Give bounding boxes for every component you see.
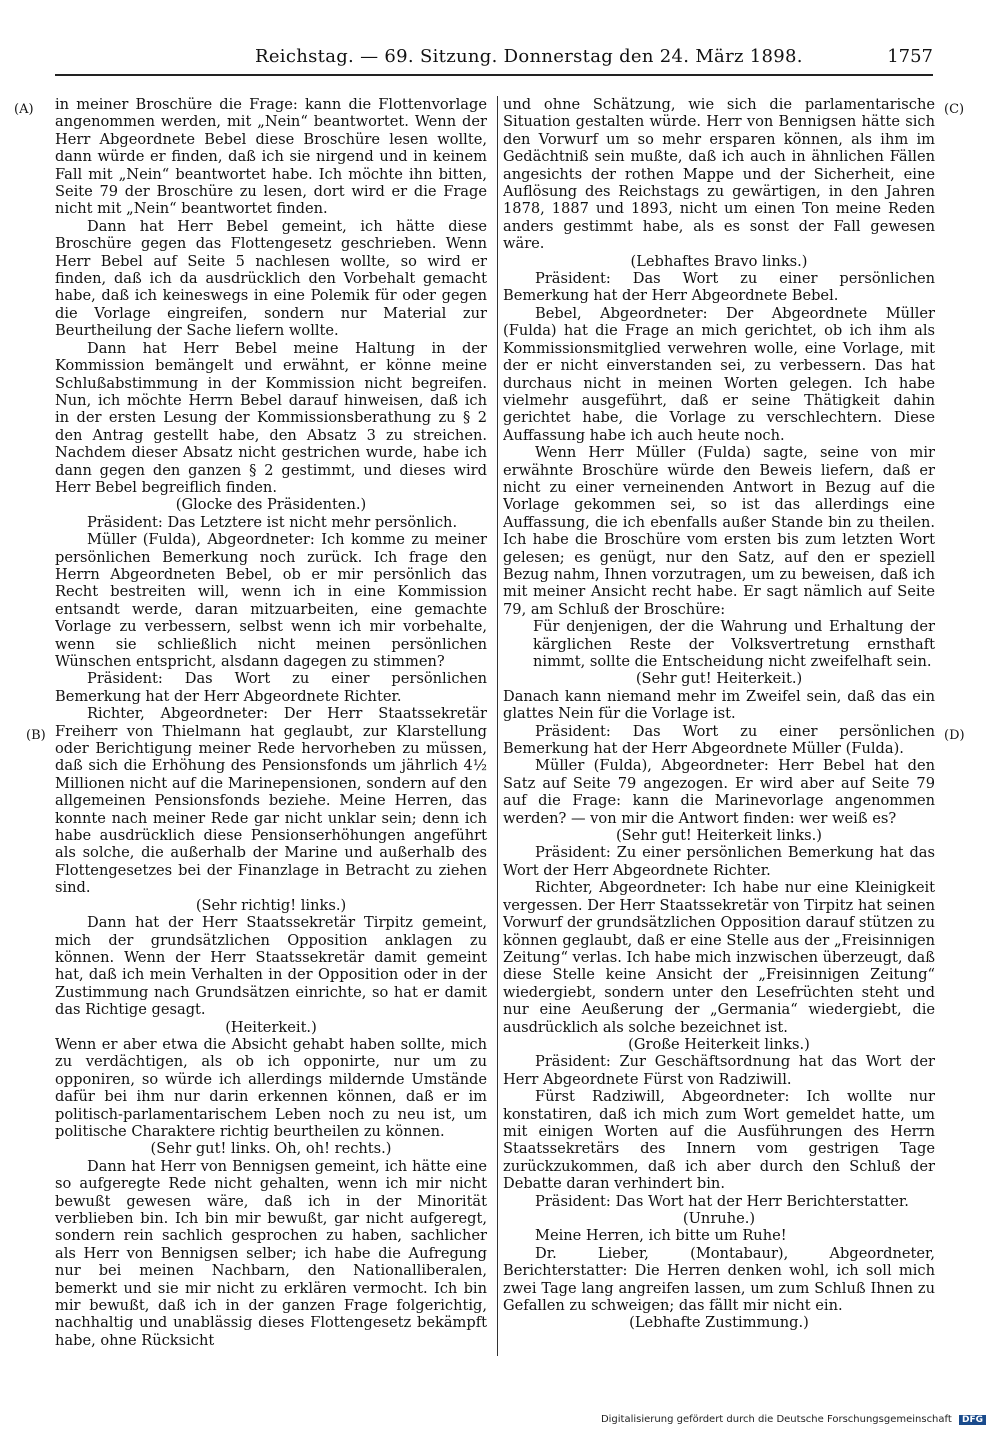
speech-paragraph: Präsident: Zu einer persönlichen Bemerkung hat das Wort der Herr Abgeordnete Richter. [503,844,935,879]
stage-direction: (Große Heiterkeit links.) [628,1035,810,1053]
quotation: Für denjenigen, der die Wahrung und Erhaltung der kärglichen Reste der Volksvertretung ernsthaft nimmt, sollte die Entscheidung nicht zweifelhaft sein. [533,618,935,670]
paragraph: Dann hat der Herr Staatssekretär Tirpitz gemeint, mich der grundsätzlichen Opposition anklagen zu können. Wenn der Herr Staatssekretär damit gemeint hat, daß ich mein Verhalten in der Opposition oder in der Zustimmung nach Grundsätzen einrichte, so hat er damit das Richtige gesagt. [55,914,487,1019]
page-number: 1757 [887,46,933,67]
speech-paragraph: Präsident: Das Letztere ist nicht mehr persönlich. [87,513,458,531]
left-column [55,96,487,1358]
speech-paragraph: Fürst Radziwill, Abgeordneter: Ich wollte nur konstatiren, daß ich mich zum Wort gemeldet hatte, um mit einigen Worten auf die Ausführungen des Herrn Staatssekretärs des Innern vom gestrigen Tage zurückzukommen, daß ich aber durch den Schluß der Debatte daran verhindert bin. [503,1088,935,1193]
paragraph: Dann hat Herr von Bennigsen gemeint, ich hätte eine so aufgeregte Rede nicht gehalten, wenn ich mir nicht bewußt gewesen wäre, daß ich in der Minorität verblieben bin. Ich bin mir bewußt, gar nicht aufgeregt, sondern rein sachlich gesprochen zu haben, sachlicher als Herr von Bennigsen selber; ich habe die Aufregung nur bei meinen Nachbarn, den Nationalliberalen, bemerkt und sie mir nicht zu erklären vermocht. Ich bin mir bewußt, daß ich in der ganzen Frage folgerichtig, nachhaltig und unablässig dieses Flottengesetz bekämpft habe, ohne Rücksicht [55,1157,487,1349]
speech-paragraph: Müller (Fulda), Abgeordneter: Ich komme zu meiner persönlichen Bemerkung noch zurück. Ich frage den Herrn Abgeordneten Bebel, ob er mir persönlich das Recht bestreiten will, wenn ich in eine Kommission entsandt werde, daran mitzuarbeiten, eine gemachte Vorlage zu verbessern, selbst wenn ich mir vorbehalte, wenn sie schließlich nicht meinen persönlichen Wünschen entspricht, alsdann dagegen zu stimmen? [55,531,487,670]
speech-paragraph: Bebel, Abgeordneter: Der Abgeordnete Müller (Fulda) hat die Frage an mich gerichtet, ob ich ihm als Kommissionsmitglied verwehren wolle, eine Vorlage, mit der er nicht einverstanden sei, zu verbessern. Das hat durchaus nicht in meinen Worten gelegen. Ich habe vielmehr ausgeführt, daß er seine Thätigkeit dahin gerichtet habe, die Vorlage zu verschlechtern. Diese Auffassung habe ich auch heute noch. [503,304,935,444]
speech-paragraph: Präsident: Das Wort zu einer persönlichen Bemerkung hat der Herr Abgeordnete Richter. [55,670,487,705]
stage-direction: (Unruhe.) [682,1210,756,1227]
speech-paragraph: Präsident: Das Wort hat der Herr Berichterstatter. [535,1192,909,1210]
stage-direction: (Lebhaftes Bravo links.) [630,252,808,270]
margin-marker-c: (C) [944,102,965,117]
paragraph: Meine Herren, ich bitte um Ruhe! [535,1227,787,1245]
paragraph: Dann hat Herr Bebel meine Haltung in der Kommission bemängelt und erwähnt, er könne meine Schlußabstimmung in der Kommission nicht begreifen. Nun, ich möchte Herrn Bebel darauf hinweisen, daß ich in der ersten Lesung der Kommissionsberathung zu § 2 den Antrag gestellt habe, den Absatz 3 zu streichen. Nachdem dieser Absatz nicht gestrichen wurde, habe ich dann gegen den ganzen § 2 gestimmt, und dieses wird Herr Bebel begreiflich finden. [55,339,487,496]
margin-marker-b: (B) [26,728,46,743]
running-title: Reichstag. — 69. Sitzung. Donnerstag den 24. März 1898. [255,46,803,67]
paragraph: und ohne Schätzung, wie sich die parlamentarische Situation gestalten würde. Herr von Bennigsen hätte sich den Vorwurf um so mehr ersparen können, als ihm im Gedächtniß sein mußte, daß ich auch in ähnlichen Fällen angesichts der rothen Mappe und der Sicherheit, eine Auflösung des Reichstags zu gewärtigen, in den Jahren 1878, 1887 und 1893, nicht um einen Ton meine Reden anders gestimmt habe, als es sonst der Fall gewesen wäre. [503,96,935,253]
paragraph: Wenn Herr Müller (Fulda) sagte, seine von mir erwähnte Broschüre würde den Beweis liefern, daß er nicht zu einer verneinenden Antwort in Bezug auf die Vorlage gekommen sei, so ist das allerdings eine Auffassung, die ich ebenfalls außer Stande bin zu theilen. Ich habe die Broschüre vom ersten bis zum letzten Wort gelesen; es genügt, nur den Satz, auf den er speziell Bezug nahm, Ihnen vorzutragen, um zu beweisen, daß ich mit meiner Ansicht recht habe. Er sagt nämlich auf Seite 79, am Schluß der Broschüre: [503,444,935,618]
speech-paragraph: Präsident: Das Wort zu einer persönlichen Bemerkung hat der Herr Abgeordnete Bebel. [503,270,935,305]
page-header [55,44,933,70]
margin-marker-a: (A) [14,102,34,117]
speech-paragraph: Dr. Lieber, (Montabaur), Abgeordneter, Berichterstatter: Die Herren denken wohl, ich soll mich zwei Tage lang angreifen lassen, um zum Schluß Ihnen zu Gefallen zu schweigen; das fällt mir nicht ein. [503,1244,935,1315]
stage-direction: (Lebhafte Zustimmung.) [629,1314,809,1332]
stage-direction: (Sehr gut! links. Oh, oh! rechts.) [150,1140,392,1158]
speech-paragraph: Richter, Abgeordneter: Ich habe nur eine Kleinigkeit vergessen. Der Herr Staatssekretär von Tirpitz hat seinen Vorwurf der grundsätzlichen Opposition darauf stützen zu können geglaubt, daß er eine Stelle aus der „Freisinnigen Zeitung“ verlas. Ich habe mich inzwischen überzeugt, daß diese Stelle keine Ansicht der „Freisinnigen Zeitung“ wiedergiebt, sondern unter den Lesefrüchten steht und nur eine Aeußerung der „Germania“ wiedergiebt, die ausdrücklich als solche bezeichnet ist. [503,879,935,1036]
header-rule [55,74,933,76]
digitization-credit [601,1414,986,1425]
stage-direction: (Glocke des Präsidenten.) [175,496,367,514]
stage-direction: (Sehr richtig! links.) [195,896,347,914]
stage-direction: (Sehr gut! Heiterkeit links.) [615,827,822,845]
dfg-logo: DFG [959,1415,986,1425]
stage-direction: (Heiterkeit.) [225,1018,317,1036]
paragraph: in meiner Broschüre die Frage: kann die Flottenvorlage angenommen werden, mit „Nein“ beantwortet. Wenn der Herr Abgeordnete Bebel diese Broschüre lesen wollte, dann würde er finden, daß ich sie nirgend und in keinem Fall mit „Nein“ beantwortet habe. Ich möchte ihn bitten, Seite 79 der Broschüre zu lesen, dort wird er die Frage nicht mit „Nein“ beantwortet finden. [55,96,487,218]
speech-paragraph: Müller (Fulda), Abgeordneter: Herr Bebel hat den Satz auf Seite 79 angezogen. Er wird aber auf Seite 79 auf die Frage: kann die Marinevorlage angenommen werden? — von mir die Antwort finden: wer weiß es? [503,757,935,827]
right-column [503,96,935,1358]
paragraph: Danach kann niemand mehr im Zweifel sein, daß das ein glattes Nein für die Vorlage ist. [503,687,935,723]
margin-marker-d: (D) [944,728,965,743]
credit-text: Digitalisierung gefördert durch die Deutsche Forschungsgemeinschaft [600,1414,952,1425]
speech-paragraph: Präsident: Zur Geschäftsordnung hat das Wort der Herr Abgeordnete Fürst von Radziwill. [503,1053,935,1088]
speech-paragraph: Präsident: Das Wort zu einer persönlichen Bemerkung hat der Herr Abgeordnete Müller (Fulda). [503,722,935,758]
column-divider [497,96,498,1356]
speech-paragraph: Richter, Abgeordneter: Der Herr Staatssekretär Freiherr von Thielmann hat geglaubt, zur Klarstellung oder Berichtigung meiner Rede hervorheben zu müssen, daß sich die Erhöhung des Pensionsfonds um jährlich 4½ Millionen nicht auf die Marinepensionen, sondern auf den allgemeinen Pensionsfonds beziehe. Meine Herren, das konnte nach meiner Rede gar nicht unklar sein; denn ich habe ausdrücklich diese Pensionserhöhungen angeführt als solche, die außerhalb der Marine und außerhalb des Flottengesetzes bei der Finanzlage in Betracht zu ziehen sind. [55,705,487,897]
stage-direction: (Sehr gut! Heiterkeit.) [635,670,803,688]
paragraph: Dann hat Herr Bebel gemeint, ich hätte diese Broschüre gegen das Flottengesetz geschrieben. Wenn Herr Bebel auf Seite 5 nachlesen wollte, so wird er finden, daß ich da ausdrücklich den Vorbehalt gemacht habe, daß ich keineswegs in eine Polemik für oder gegen die Vorlage eingreifen, sondern nur Material zur Beurtheilung der Sache liefern wollte. [55,217,487,340]
paragraph: Wenn er aber etwa die Absicht gehabt haben sollte, mich zu verdächtigen, als ob ich opponirte, nur um zu opponiren, so würde ich allerdings mildernde Umstände dafür bei ihm nur darin erkennen können, daß er im politisch-parlamentarischem Leben noch zu neu ist, um politische Charaktere richtig beurtheilen zu können. [55,1035,487,1140]
